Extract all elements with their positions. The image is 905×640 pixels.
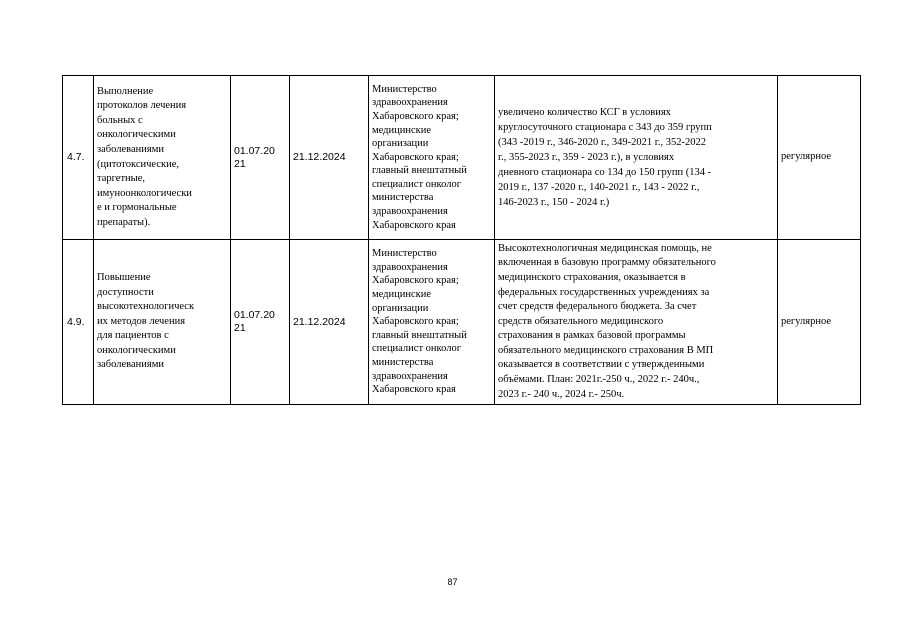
start-date: 01.07.20 21: [231, 240, 290, 405]
start-date: 01.07.20 21: [231, 76, 290, 240]
end-date: 21.12.2024: [290, 76, 369, 240]
end-date: 21.12.2024: [290, 240, 369, 405]
measures-table: [62, 75, 861, 405]
measure-type: регулярное: [778, 240, 861, 405]
measure-title: Повышение доступности высокотехнологическ их методов лечения для пациентов с онкологическими заболеваниями: [94, 240, 231, 405]
row-number: 4.9.: [63, 240, 94, 405]
executor: Министерство здравоохранения Хабаровского края; медицинские организации Хабаровского края; главный внештатный специалист онколог министерства здравоохранения Хабаровского края: [369, 76, 495, 240]
expected-result: увеличено количество КСГ в условиях круглосуточного стационара с 343 до 359 групп (343 -2019 г., 346-2020 г., 349-2021 г., 352-2022 г., 355-2023 г., 359 - 2023 г.), в условиях дневного стационара со 134 до 150 групп (134 - 2019 г., 137 -2020 г., 140-2021 г., 143 - 2022 г., 146-2023 г., 150 - 2024 г.): [495, 76, 778, 240]
table-row: [63, 240, 861, 405]
executor: Министерство здравоохранения Хабаровского края; медицинские организации Хабаровского края; главный внештатный специалист онколог министерства здравоохранения Хабаровского края: [369, 240, 495, 405]
expected-result: Высокотехнологичная медицинская помощь, не включенная в базовую программу обязательного медицинского страхования, оказывается в федеральных государственных учреждениях за счет средств федерального бюджета. За счет средств обязательного медицинского страхования в рамках базовой программы обязательного медицинского страхования В МП оказывается в соответствии с утвержденными объёмами. План: 2021г.-250 ч., 2022 г.- 240ч., 2023 г.- 240 ч., 2024 г.- 250ч.: [495, 240, 778, 405]
row-number: 4.7.: [63, 76, 94, 240]
measure-type: регулярное: [778, 76, 861, 240]
table-row: [63, 76, 861, 240]
measure-title: Выполнение протоколов лечения больных с онкологическими заболеваниями (цитотоксические, таргетные, имуноонкологически е и гормональные препараты).: [94, 76, 231, 240]
page-number: 87: [447, 577, 458, 587]
